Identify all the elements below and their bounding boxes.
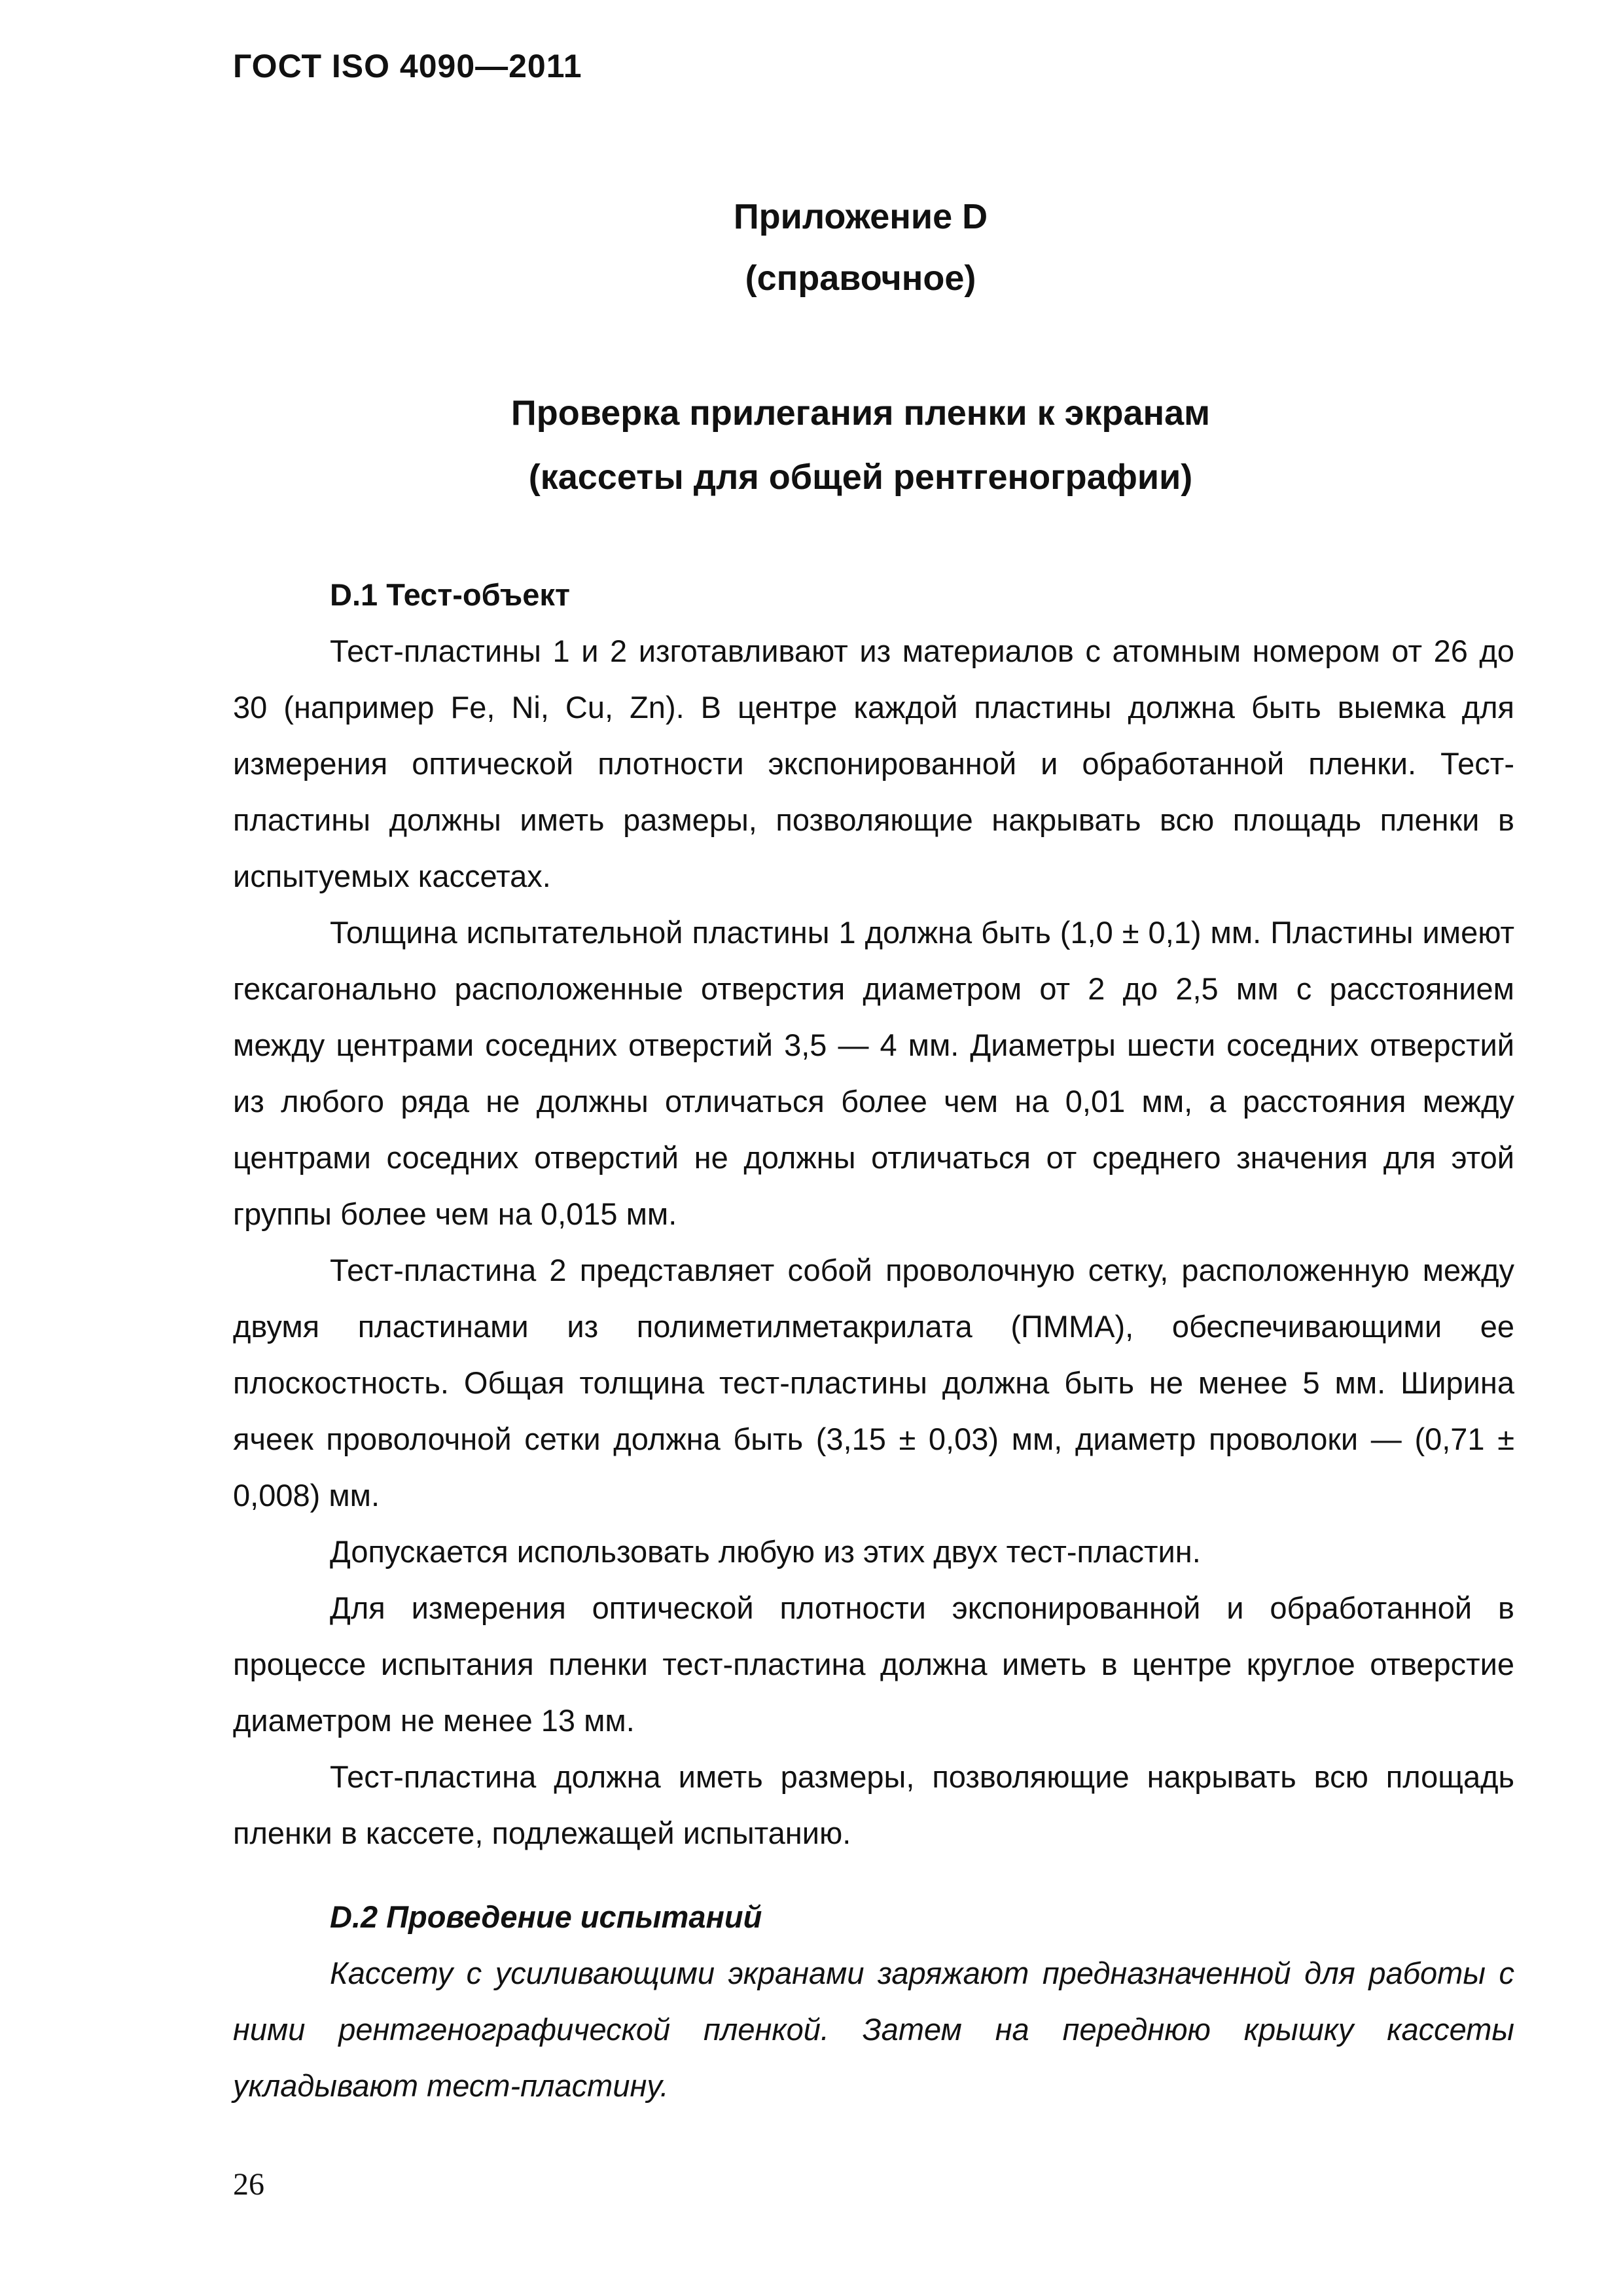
section-d1 [233, 567, 1514, 1861]
annex-type: (справочное) [745, 259, 976, 298]
section-d1-title: D.1 Тест-объект [330, 577, 570, 612]
page-number: 26 [233, 2167, 264, 2202]
paragraph: Тест-пластины 1 и 2 изготавливают из материалов с атомным номером от 26 до 30 (например Fe, Ni, Cu, Zn). В центре каждой пластины должна быть выемка для измерения оптической плотности экспонированной и обработанной пленки. Тест-пластины должны иметь размеры, позволяющие накрывать всю площадь пленки в испытуемых кассетах. [233, 634, 1514, 893]
annex-title: Приложение D [733, 197, 988, 236]
paragraph: Тест-пластина должна иметь размеры, позволяющие накрывать всю площадь пленки в кассете, подлежащей испытанию. [233, 1759, 1514, 1850]
paragraph: Тест-пластина 2 представляет собой проволочную сетку, расположенную между двумя пластинами из полиметилметакрилата (ПММА), обеспечивающими ее плоскостность. Общая толщина тест-пластины должна быть не менее 5 мм. Ширина ячеек проволочной сетки должна быть (3,15 ± 0,03) мм, диаметр проволоки — (0,71 ± 0,008) мм. [233, 1253, 1514, 1513]
section-d2 [233, 1889, 1514, 2114]
document-code: ГОСТ ISO 4090—2011 [233, 48, 582, 84]
annex-heading-line-2: (кассеты для общей рентгенографии) [528, 457, 1193, 497]
annex-heading-line-1: Проверка прилегания пленки к экранам [510, 393, 1211, 433]
paragraph: Кассету с усиливающими экранами заряжают предназначенной для работы с ними рентгенографической пленкой. Затем на переднюю крышку кассеты укладывают тест-пластину. [233, 1956, 1514, 2103]
section-d2-title: D.2 Проведение испытаний [330, 1899, 762, 1934]
paragraph: Допускается использовать любую из этих двух тест-пластин. [330, 1534, 1201, 1569]
paragraph: Для измерения оптической плотности экспонированной и обработанной в процессе испытания пленки тест-пластина должна иметь в центре круглое отверстие диаметром не менее 13 мм. [233, 1590, 1514, 1738]
paragraph: Толщина испытательной пластины 1 должна быть (1,0 ± 0,1) мм. Пластины имеют гексагонально расположенные отверстия диаметром от 2 до 2,5 мм с расстоянием между центрами соседних отверстий 3,5 — 4 мм. Диаметры шести соседних отверстий из любого ряда не должны отличаться более чем на 0,01 мм, а расстояния между центрами соседних отверстий не должны отличаться от среднего значения для этой группы более чем на 0,015 мм. [233, 915, 1514, 1231]
